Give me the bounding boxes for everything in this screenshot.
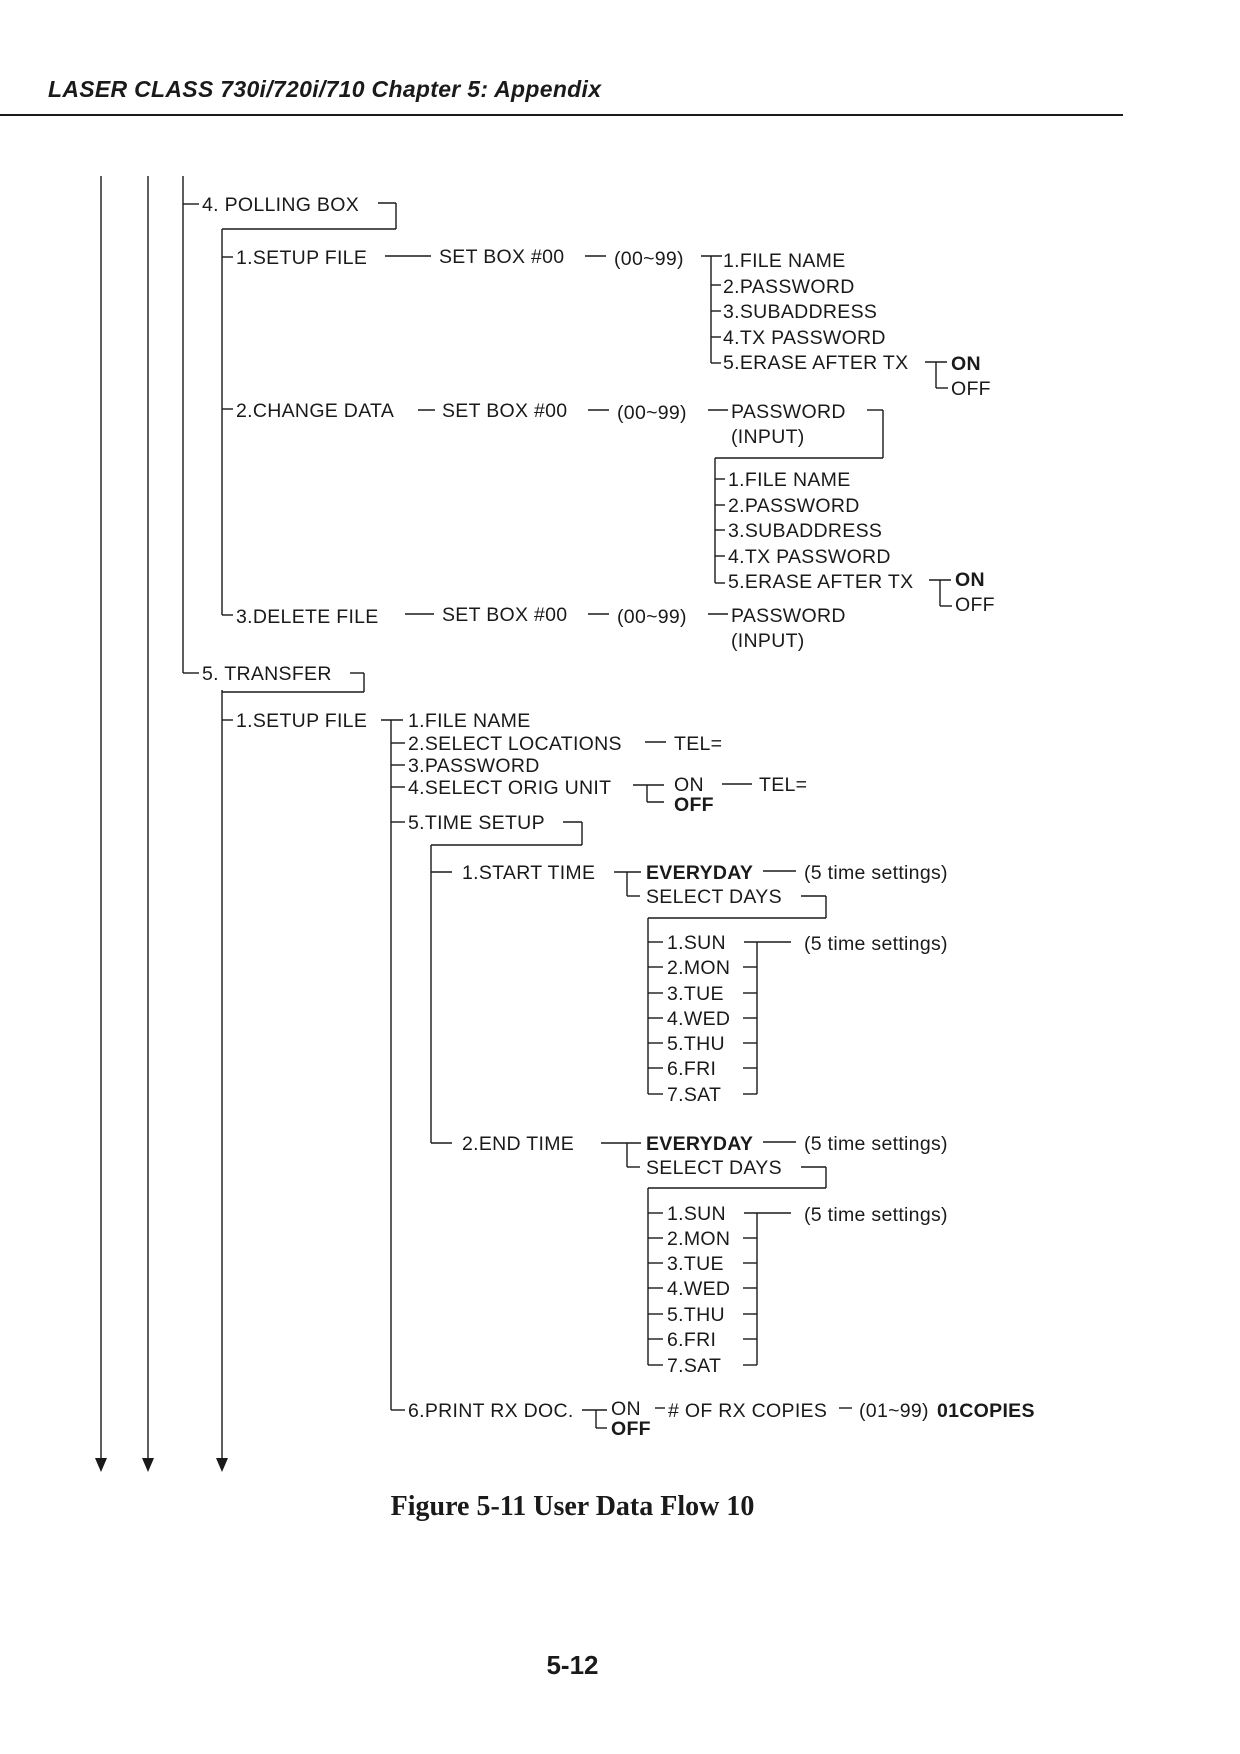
tr-tel-1: TEL= (674, 733, 723, 755)
pb-change-item-5: 5.ERASE AFTER TX (728, 571, 914, 593)
pb-delete-file-input: (INPUT) (731, 630, 805, 652)
pb-setup-file-setbox: SET BOX #00 (439, 246, 565, 268)
transfer-title: 5. TRANSFER (202, 663, 332, 685)
tr-tel-2: TEL= (759, 774, 808, 796)
end-day-fri: 6.FRI (667, 1329, 717, 1351)
pb-change-on: ON (955, 569, 985, 591)
pb-change-item-1: 1.FILE NAME (728, 469, 851, 491)
arrow-down-icon (216, 1458, 228, 1472)
pb-delete-file-setbox: SET BOX #00 (442, 604, 568, 626)
end-day-sat: 7.SAT (667, 1355, 722, 1377)
left-flow-lines (95, 176, 228, 1472)
start-day-mon: 2.MON (667, 957, 731, 979)
pb-setup-item-3: 3.SUBADDRESS (723, 301, 878, 323)
pb-setup-item-2: 2.PASSWORD (723, 276, 855, 298)
pb-change-item-4: 4.TX PASSWORD (728, 546, 891, 568)
pb-change-data-label: 2.CHANGE DATA (236, 400, 395, 422)
pb-setup-item-1: 1.FILE NAME (723, 250, 846, 272)
start-day-thu: 5.THU (667, 1033, 725, 1055)
pb-change-off: OFF (955, 594, 995, 616)
pb-delete-file-range: (00~99) (617, 606, 687, 628)
start-days-settings: (5 time settings) (804, 933, 948, 955)
pb-change-item-2: 2.PASSWORD (728, 495, 860, 517)
tr-print-off: OFF (611, 1418, 651, 1440)
polling-box-title: 4. POLLING BOX (202, 194, 360, 216)
tr-orig-off: OFF (674, 794, 714, 816)
tr-rx-default: 01COPIES (937, 1400, 1035, 1422)
page-header: LASER CLASS 730i/720i/710 Chapter 5: Appendix (48, 76, 602, 102)
start-day-sat: 7.SAT (667, 1084, 722, 1106)
tr-orig-on: ON (674, 774, 704, 796)
start-time-everyday: EVERYDAY (646, 862, 754, 884)
tr-print-rx-doc: 6.PRINT RX DOC. (408, 1400, 574, 1422)
start-time-label: 1.START TIME (462, 862, 596, 884)
tr-select-orig-unit: 4.SELECT ORIG UNIT (408, 777, 612, 799)
end-time-select-days: SELECT DAYS (646, 1157, 782, 1179)
pb-delete-file-label: 3.DELETE FILE (236, 606, 379, 628)
pb-delete-file-password: PASSWORD (731, 605, 846, 627)
tr-select-locations: 2.SELECT LOCATIONS (408, 733, 622, 755)
pb-setup-item-5: 5.ERASE AFTER TX (723, 352, 909, 374)
start-day-tue: 3.TUE (667, 983, 724, 1005)
pb-change-data-setbox: SET BOX #00 (442, 400, 568, 422)
pb-change-data-password: PASSWORD (731, 401, 846, 423)
end-day-wed: 4.WED (667, 1278, 731, 1300)
pb-setup-item-4: 4.TX PASSWORD (723, 327, 886, 349)
end-day-sun: 1.SUN (667, 1203, 726, 1225)
end-day-tue: 3.TUE (667, 1253, 724, 1275)
start-day-sun: 1.SUN (667, 932, 726, 954)
tr-password: 3.PASSWORD (408, 755, 540, 777)
arrow-down-icon (95, 1458, 107, 1472)
figure-caption: Figure 5-11 User Data Flow 10 (390, 1491, 755, 1522)
end-day-mon: 2.MON (667, 1228, 731, 1250)
end-time-everyday-settings: (5 time settings) (804, 1133, 948, 1155)
pb-setup-file-range: (00~99) (614, 248, 684, 270)
pb-change-item-3: 3.SUBADDRESS (728, 520, 883, 542)
tr-time-setup: 5.TIME SETUP (408, 812, 545, 834)
arrow-down-icon (142, 1458, 154, 1472)
page-number: 5-12 (546, 1650, 599, 1680)
pb-change-data-range: (00~99) (617, 402, 687, 424)
start-day-wed: 4.WED (667, 1008, 731, 1030)
tr-print-on: ON (611, 1398, 641, 1420)
pb-setup-off: OFF (951, 378, 991, 400)
tr-setup-file-label: 1.SETUP FILE (236, 710, 368, 732)
end-day-thu: 5.THU (667, 1304, 725, 1326)
start-time-select-days: SELECT DAYS (646, 886, 782, 908)
start-time-everyday-settings: (5 time settings) (804, 862, 948, 884)
pb-setup-file-label: 1.SETUP FILE (236, 247, 368, 269)
pb-setup-on: ON (951, 353, 981, 375)
end-time-label: 2.END TIME (462, 1133, 575, 1155)
tr-rx-range: (01~99) (859, 1400, 929, 1422)
end-time-everyday: EVERYDAY (646, 1133, 754, 1155)
start-day-fri: 6.FRI (667, 1058, 717, 1080)
end-days-settings: (5 time settings) (804, 1204, 948, 1226)
tr-rx-copies: # OF RX COPIES (668, 1400, 828, 1422)
pb-change-data-input: (INPUT) (731, 426, 805, 448)
tr-file-name: 1.FILE NAME (408, 710, 531, 732)
